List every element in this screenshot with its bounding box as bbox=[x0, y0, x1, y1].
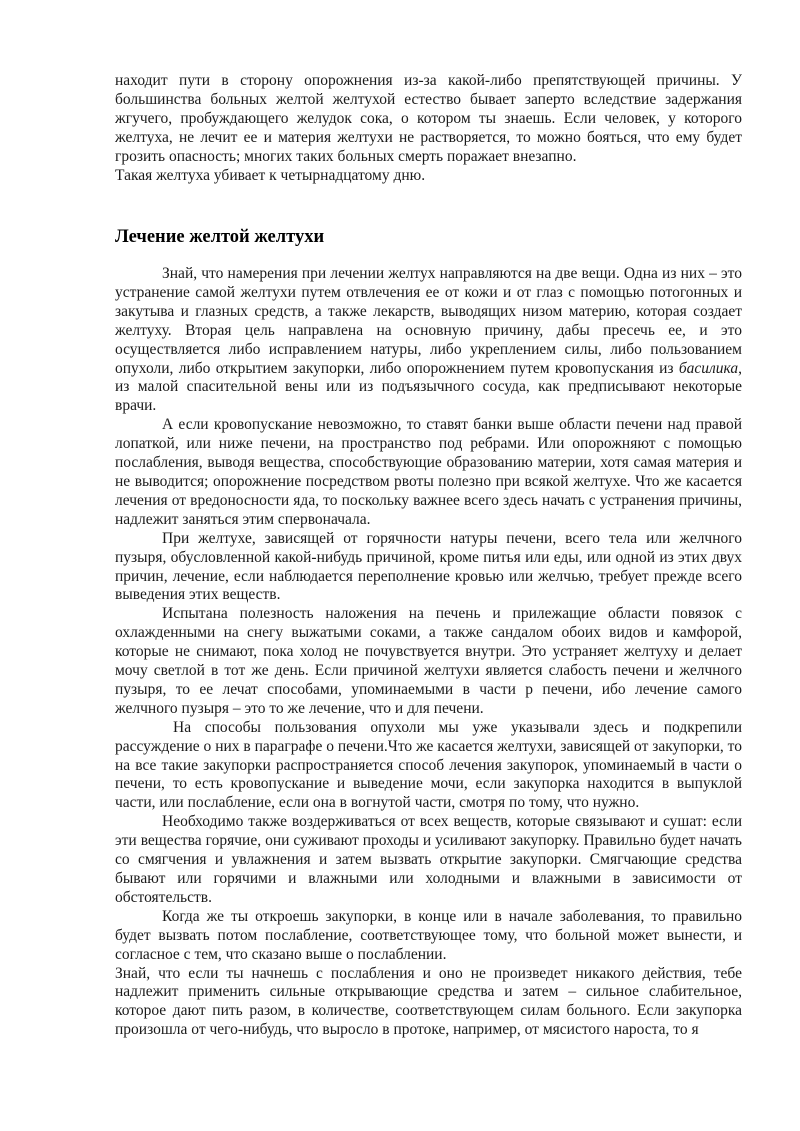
paragraph-4: Испытана полезность наложения на печень и прилежащие области повязок с охлажденными на снегу выжатыми соками, а также сандалом обоих видов и камфорой, которые не снимают, пока холод не почувствуется внутри. Это устраняет желтуху и делает мочу светлой в тот же день. Если причиной желтухи является слабость печени и желчного пузыря, то ее лечат способами, упоминаемыми в части р печени, ибо лечение самого желчного пузыря – это то же лечение, что и для печени. bbox=[115, 605, 742, 717]
paragraph-1-italic-term: басилика bbox=[678, 359, 739, 377]
paragraph-continuation: находит пути в сторону опорожнения из-за какой-либо препятствующей причины. У большинства больных желтой желтухой естество бывает заперто вследствие задержания жгучего, пробуждающего желудок сока, о котором ты знаешь. Если человек, у которого желтуха, не лечит ее и материя желтухи не растворяется, то можно бояться, что ему будет грозить опасность; многих таких больных смерть поражает внезапно. bbox=[115, 72, 742, 165]
paragraph-1-text-a: Знай, что намерения при лечении желтух направляются на две вещи. Одна из них – это устранение самой желтухи путем отвлечения ее от кожи и от глаз с помощью потогонных и закутыва и глазных средств, а также лекарств, выводящих низом материю, которая создает желтуху. Вторая цель направлена на основную причину, дабы пресечь ее, и это осуществляется либо исправлением натуры, либо укреплением силы, либо пользованием опухоли, либо открытием закупорки, либо опорожнением путем кровопускания из bbox=[115, 265, 742, 377]
paragraph-2: А если кровопускание невозможно, то ставят банки выше области печени над правой лопаткой, или ниже печени, на пространство под ребрами. Или опорожняют с помощью послабления, выводя вещества, способствующие образованию материи, хотя самая материя и не выводится; опорожнение посредством рвоты полезно при всякой желтухе. Что же касается лечения от вредоносности яда, то поскольку важнее всего здесь начать с устранения причины, надлежит заняться этим спервоначала. bbox=[115, 416, 742, 528]
document-top-text bbox=[115, 72, 742, 185]
paragraph-conclusion: Такая желтуха убивает к четырнадцатому дню. bbox=[115, 166, 426, 184]
document-body bbox=[115, 265, 742, 1040]
paragraph-1-text-b: , из малой спасительной вены или из подъязычного сосуда, как предписывают некоторые врачи. bbox=[115, 359, 742, 415]
paragraph-3: При желтухе, зависящей от горячности натуры печени, всего тела или желчного пузыря, обусловленной какой-нибудь причиной, кроме питья или еды, или одной из этих двух причин, лечение, если наблюдается переполнение кровью или желчью, требует прежде всего выведения этих веществ. bbox=[115, 529, 742, 604]
paragraph-6: Необходимо также воздерживаться от всех веществ, которые связывают и сушат: если эти вещества горячие, они суживают проходы и усиливают закупорку. Правильно будет начать со смягчения и увлажнения и затем вызвать открытие закупорки. Смягчающие средства бывают или горячими и влажными или холодными и влажными в зависимости от обстоятельств. bbox=[115, 813, 742, 906]
paragraph-1 bbox=[115, 265, 742, 416]
paragraph-5: На способы пользования опухоли мы уже указывали здесь и подкрепили рассуждение о них в параграфе о печени.Что же касается желтухи, зависящей от закупорки, то на все такие закупорки распространяется способ лечения закупорок, упоминаемый в части о печени, то есть кровопускание и выведение мочи, если закупорка находится в выпуклой части, или послабление, если она в вогнутой части, смотря по тому, что нужно. bbox=[115, 718, 742, 812]
section-heading: Лечение желтой желтухи bbox=[115, 227, 325, 247]
paragraph-8: Знай, что если ты начнешь с послабления и оно не произведет никакого действия, тебе надлежит применить сильные открывающие средства и затем – сильное слабительное, которое дают пить разом, в количестве, соответствующем силам больного. Если закупорка произошла от чего-нибудь, что выросло в протоке, например, от мясистого нароста, то я bbox=[115, 964, 742, 1039]
paragraph-7: Когда же ты откроешь закупорки, в конце или в начале заболевания, то правильно будет вызвать потом послабление, соответствующее тому, что больной может вынести, и согласное с тем, что сказано выше о послаблении. bbox=[115, 907, 742, 963]
